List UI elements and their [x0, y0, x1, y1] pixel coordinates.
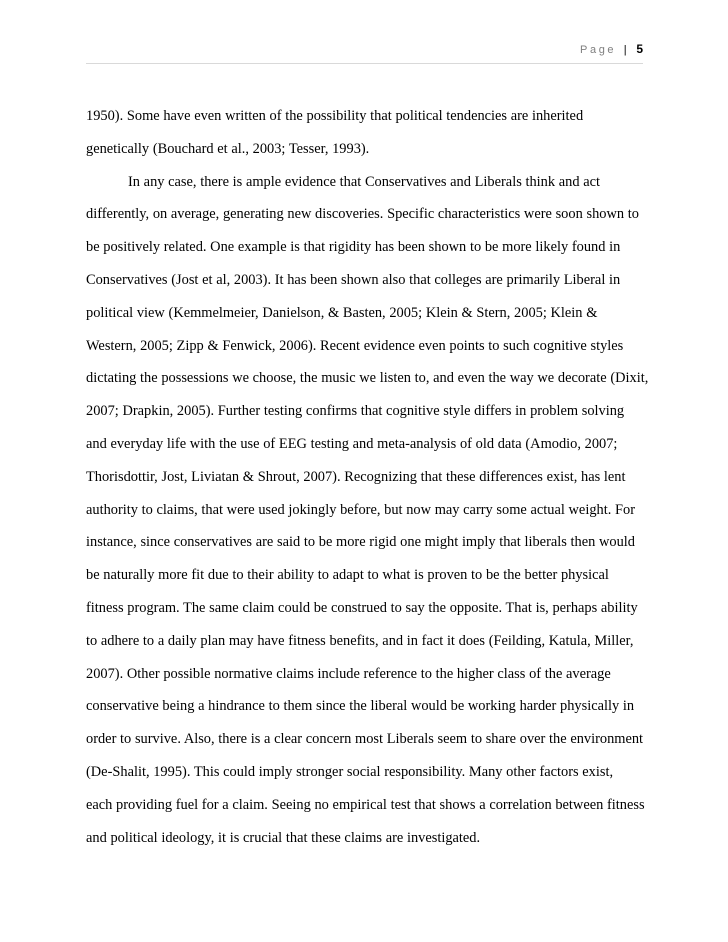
- paragraph-2-line-18: order to survive. Also, there is a clear concern most Liberals seem to share over the environment: [86, 731, 644, 748]
- page-number: 5: [636, 42, 643, 56]
- paragraph-2-line-20: each providing fuel for a claim. Seeing no empirical test that shows a correlation between fitness: [86, 796, 645, 813]
- header-rule: [86, 63, 643, 64]
- header-separator: |: [623, 44, 627, 56]
- paragraph-2-line-11: authority to claims, that were used jokingly before, but now may carry some actual weight. For: [86, 501, 635, 518]
- paragraph-1-line-1: 1950). Some have even written of the possibility that political tendencies are inherited: [86, 108, 584, 124]
- paragraph-2-line-6: Western, 2005; Zipp & Fenwick, 2006). Recent evidence even points to such cognitive styles: [86, 337, 624, 354]
- paragraph-2-line-5: political view (Kemmelmeier, Danielson, & Basten, 2005; Klein & Stern, 2005; Klein &: [86, 304, 598, 321]
- paragraph-2-line-2: differently, on average, generating new discoveries. Specific characteristics were soon shown to: [86, 206, 639, 223]
- paragraph-2-line-10: Thorisdottir, Jost, Liviatan & Shrout, 2007). Recognizing that these differences exist, has lent: [86, 468, 626, 485]
- paragraph-2-line-12: instance, since conservatives are said to be more rigid one might imply that liberals then would: [86, 534, 635, 551]
- paragraph-2-line-14: fitness program. The same claim could be construed to say the opposite. That is, perhaps ability: [86, 599, 638, 616]
- page-word: Page: [580, 44, 617, 56]
- paragraph-2-line-9: and everyday life with the use of EEG testing and meta-analysis of old data (Amodio, 2007;: [86, 435, 618, 452]
- paragraph-2-line-1: In any case, there is ample evidence that Conservatives and Liberals think and act: [128, 173, 601, 190]
- body-text: [86, 100, 649, 854]
- paragraph-2-line-4: Conservatives (Jost et al, 2003). It has been shown also that colleges are primarily Liberal in: [86, 271, 621, 288]
- paragraph-2-line-7: dictating the possessions we choose, the music we listen to, and even the way we decorate (Dixit,: [86, 370, 649, 387]
- paragraph-2-line-13: be naturally more fit due to their ability to adapt to what is proven to be the better physical: [86, 567, 609, 584]
- page-header: [580, 42, 643, 56]
- paragraph-2-line-21: and political ideology, it is crucial that these claims are investigated.: [86, 829, 481, 846]
- paragraph-2-line-3: be positively related. One example is that rigidity has been shown to be more likely found in: [86, 239, 621, 256]
- paragraph-2-line-17: conservative being a hindrance to them since the liberal would be working harder physically in: [86, 698, 635, 715]
- paragraph-1-line-2: genetically (Bouchard et al., 2003; Tesser, 1993).: [86, 140, 370, 157]
- paragraph-2-line-15: to adhere to a daily plan may have fitness benefits, and in fact it does (Feilding, Katula, Miller,: [86, 632, 634, 649]
- paragraph-2-line-8: 2007; Drapkin, 2005). Further testing confirms that cognitive style differs in problem solving: [86, 403, 625, 420]
- paragraph-2-line-16: 2007). Other possible normative claims include reference to the higher class of the average: [86, 665, 611, 682]
- paragraph-2-line-19: (De-Shalit, 1995). This could imply stronger social responsibility. Many other factors exist,: [86, 763, 614, 780]
